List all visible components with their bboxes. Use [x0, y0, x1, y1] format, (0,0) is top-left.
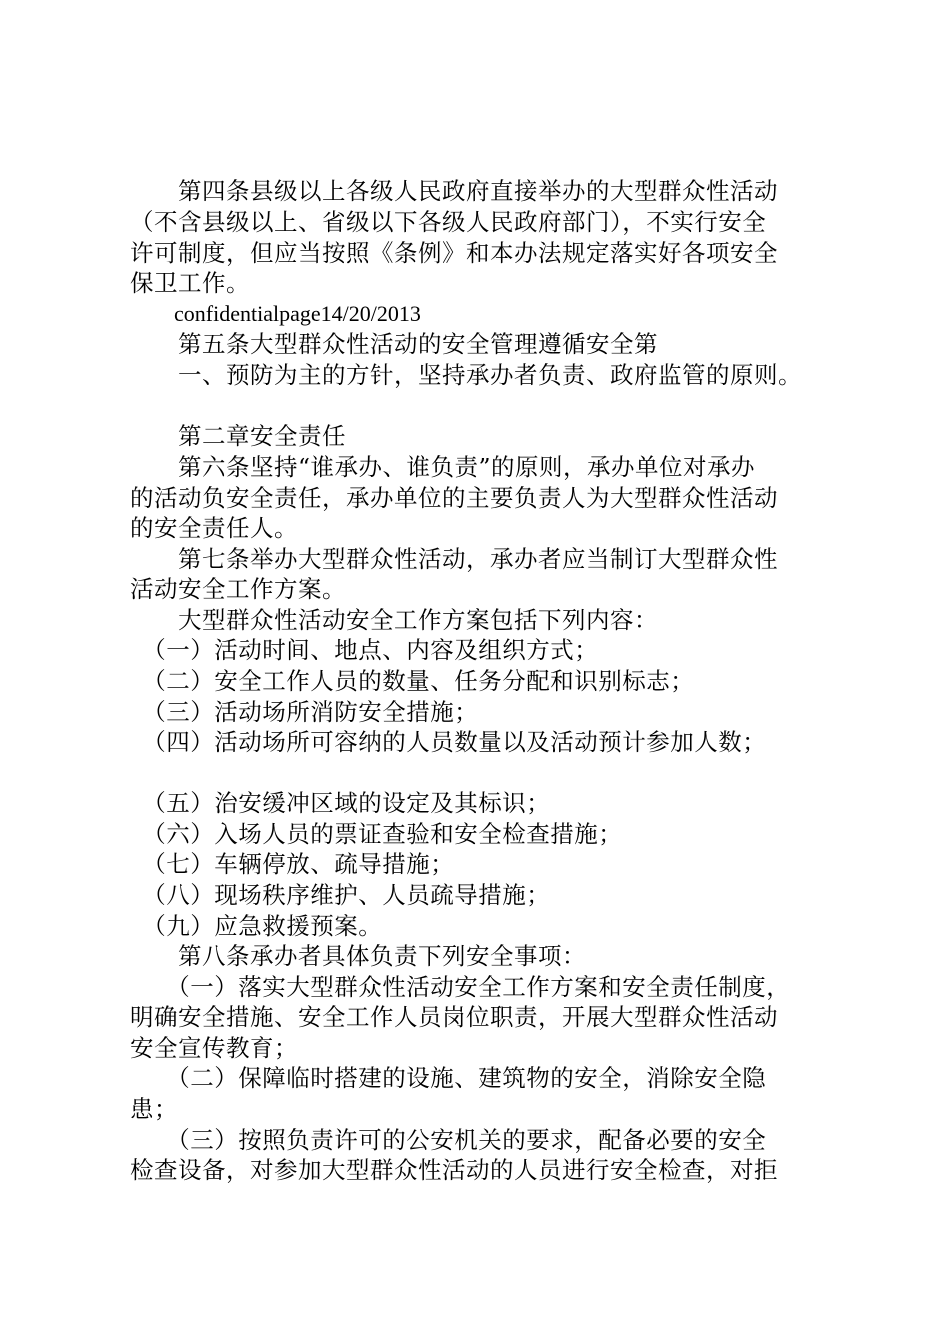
text-line: 许可制度，但应当按照《条例》和本办法规定落实好各项安全	[130, 239, 778, 267]
text-line: （一）落实大型群众性活动安全工作方案和安全责任制度，	[130, 973, 791, 1001]
text-line	[130, 757, 850, 789]
text-line: 大型群众性活动安全工作方案包括下列内容：	[130, 606, 658, 634]
text-line: （三）按照负责许可的公安机关的要求，配备必要的安全	[130, 1126, 767, 1154]
text-line: 明确安全措施、安全工作人员岗位职责，开展大型群众性活动	[130, 1003, 778, 1031]
text-line: 第四条县级以上各级人民政府直接举办的大型群众性活动	[130, 177, 778, 205]
text-line: （二）保障临时搭建的设施、建筑物的安全，消除安全隐	[130, 1064, 767, 1092]
text-line: 第八条承办者具体负责下列安全事项：	[130, 942, 586, 970]
text-line: 患；	[130, 1095, 178, 1123]
text-line: 安全宣传教育；	[130, 1034, 298, 1062]
text-line: （四）活动场所可容纳的人员数量以及活动预计参加人数；	[130, 728, 767, 756]
text-line: （三）活动场所消防安全措施；	[130, 698, 479, 726]
text-line	[130, 390, 850, 422]
text-line: （八）现场秩序维护、人员疏导措施；	[130, 881, 551, 909]
text-line: （五）治安缓冲区域的设定及其标识；	[130, 789, 551, 817]
text-line: （二）安全工作人员的数量、任务分配和识别标志；	[130, 667, 695, 695]
text-line: （七）车辆停放、疏导措施；	[130, 850, 455, 878]
text-line: 保卫工作。	[130, 269, 250, 297]
text-line: 的安全责任人。	[130, 514, 298, 542]
text-line: （一）活动时间、地点、内容及组织方式；	[130, 636, 599, 664]
text-line: 一、预防为主的方针，坚持承办者负责、政府监管的原则。	[130, 361, 802, 389]
text-line: 活动安全工作方案。	[130, 575, 346, 603]
text-line: 检查设备，对参加大型群众性活动的人员进行安全检查，对拒	[130, 1156, 778, 1184]
text-line: 第七条举办大型群众性活动，承办者应当制订大型群众性	[130, 545, 778, 573]
text-line: 第五条大型群众性活动的安全管理遵循安全第	[130, 330, 658, 358]
text-line: （九）应急救援预案。	[130, 912, 383, 940]
text-line: confidentialpage14/20/2013	[130, 301, 421, 326]
text-line: 的活动负安全责任，承办单位的主要负责人为大型群众性活动	[130, 484, 778, 512]
text-line: （六）入场人员的票证查验和安全检查措施；	[130, 820, 623, 848]
text-line: （不含县级以上、省级以下各级人民政府部门），不实行安全	[130, 208, 767, 236]
text-line: 第二章安全责任	[130, 422, 346, 450]
text-line: 第六条坚持“谁承办、谁负责”的原则，承办单位对承办	[130, 453, 756, 481]
